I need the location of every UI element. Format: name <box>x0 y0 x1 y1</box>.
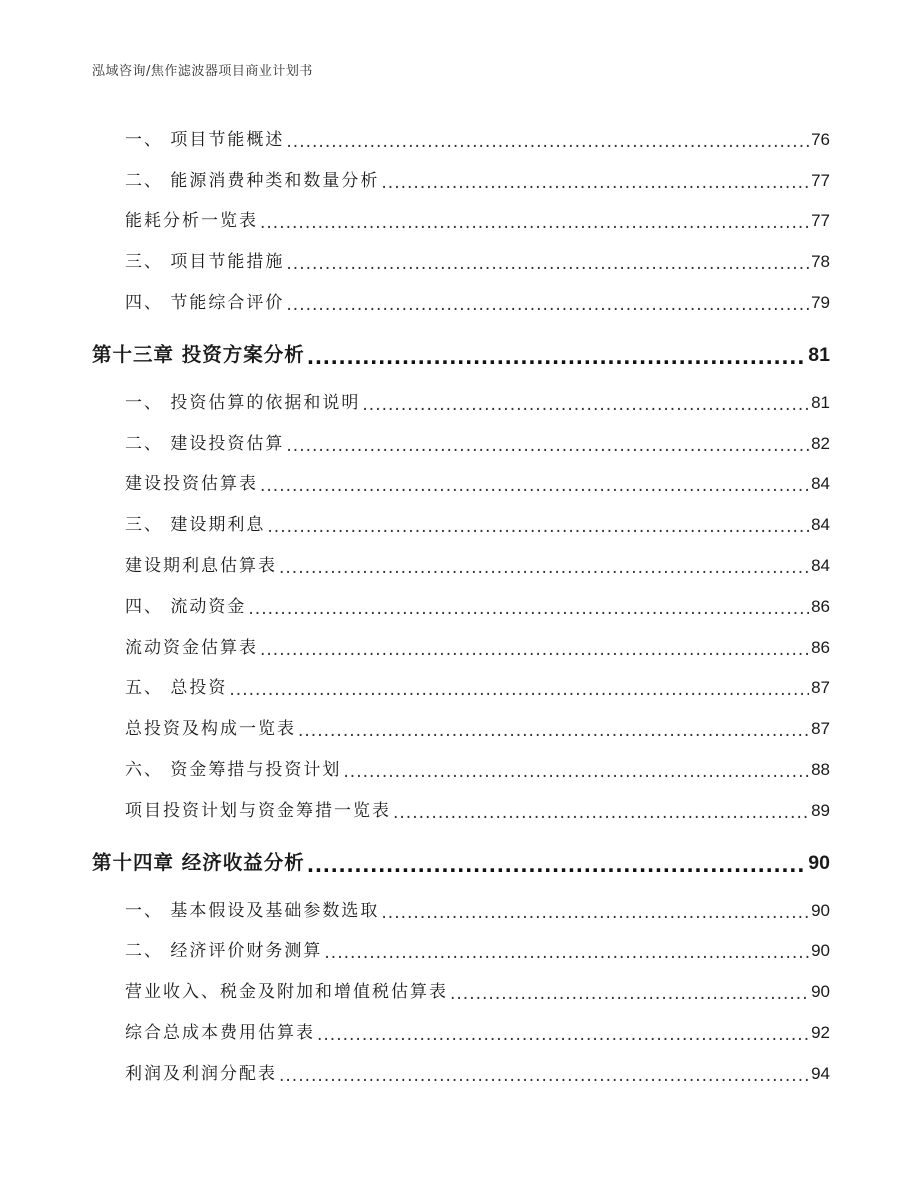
toc-entry-profit-distribution-table[interactable] <box>92 1052 830 1093</box>
toc-dot-leader <box>450 985 809 1002</box>
toc-entry-energy-table[interactable] <box>92 200 830 241</box>
toc-entry-total-investment[interactable] <box>92 667 830 708</box>
toc-dot-leader <box>381 174 809 191</box>
toc-dot-leader <box>324 944 809 961</box>
toc-entry-label: 一、 投资估算的依据和说明 <box>125 392 361 413</box>
toc-entry-label: 五、 总投资 <box>125 678 228 699</box>
toc-entry-construction-investment-table[interactable] <box>92 463 830 504</box>
toc-dot-leader <box>286 255 809 272</box>
toc-chapter-label: 第十四章 经济收益分析 <box>92 850 305 874</box>
toc-chapter-label: 第十三章 投资方案分析 <box>92 342 305 366</box>
toc-entry-label: 综合总成本费用估算表 <box>125 1022 315 1043</box>
toc-dot-leader <box>286 296 809 313</box>
toc-page-number: 84 <box>811 515 830 535</box>
toc-entry-label: 总投资及构成一览表 <box>125 719 296 740</box>
toc-entry-label: 二、 建设投资估算 <box>125 433 285 454</box>
toc-entry-label: 能耗分析一览表 <box>125 211 258 232</box>
toc-entry-construction-investment[interactable] <box>92 422 830 463</box>
toc-dot-leader <box>393 804 809 821</box>
toc-entry-label: 四、 流动资金 <box>125 596 247 617</box>
toc-dot-leader <box>279 559 809 576</box>
toc-entry-label: 利润及利润分配表 <box>125 1063 277 1084</box>
toc-dot-leader <box>248 600 809 617</box>
toc-dot-leader <box>260 477 809 494</box>
page-header: 泓域咨询/焦作滤波器项目商业计划书 <box>92 64 313 79</box>
toc-entry-energy-evaluation[interactable] <box>92 281 830 322</box>
toc-entry-label: 一、 基本假设及基础参数选取 <box>125 900 380 921</box>
toc-page-number: 84 <box>811 474 830 494</box>
toc-dot-leader <box>307 347 807 367</box>
toc-page-number: 86 <box>811 596 830 616</box>
toc-entry-total-cost-table[interactable] <box>92 1011 830 1052</box>
toc-page-number: 77 <box>811 170 830 190</box>
toc-entry-label: 三、 项目节能措施 <box>125 252 285 273</box>
toc-dot-leader <box>317 1026 809 1043</box>
toc-page-number: 81 <box>808 343 830 366</box>
toc-entry-label: 四、 节能综合评价 <box>125 292 285 313</box>
toc-entry-label: 一、 项目节能概述 <box>125 129 285 150</box>
toc-entry-energy-measures[interactable] <box>92 240 830 281</box>
toc-entry-total-investment-table[interactable] <box>92 707 830 748</box>
toc-dot-leader <box>267 518 809 535</box>
toc-entry-energy-types[interactable] <box>92 159 830 200</box>
toc-page-number: 79 <box>811 292 830 312</box>
toc-dot-leader <box>298 722 809 739</box>
toc-entry-working-capital-table[interactable] <box>92 626 830 667</box>
toc-page-number: 84 <box>811 555 830 575</box>
toc-entry-label: 二、 能源消费种类和数量分析 <box>125 170 380 191</box>
toc-entry-label: 建设投资估算表 <box>125 474 258 495</box>
toc-page-number: 92 <box>811 1022 830 1042</box>
toc-dot-leader <box>279 1067 809 1084</box>
toc-dot-leader <box>286 437 809 454</box>
toc-entry-label: 六、 资金筹措与投资计划 <box>125 759 342 780</box>
toc-page-number: 78 <box>811 252 830 272</box>
toc-entry-label: 项目投资计划与资金筹措一览表 <box>125 800 391 821</box>
toc-dot-leader <box>307 855 807 875</box>
toc-page-number: 94 <box>811 1063 830 1083</box>
toc-entry-label: 流动资金估算表 <box>125 637 258 658</box>
toc-page-number: 89 <box>811 800 830 820</box>
toc-entry-financial-calculation[interactable] <box>92 930 830 971</box>
toc-dot-leader <box>381 904 809 921</box>
toc-page-number: 90 <box>811 982 830 1002</box>
toc-chapter-13[interactable] <box>92 322 830 381</box>
toc-dot-leader <box>286 133 809 150</box>
toc-page-number: 82 <box>811 433 830 453</box>
toc-entry-construction-interest[interactable] <box>92 503 830 544</box>
toc-page-number: 86 <box>811 637 830 657</box>
toc-entry-financing-plan[interactable] <box>92 748 830 789</box>
toc-dot-leader <box>343 763 809 780</box>
toc-dot-leader <box>260 641 809 658</box>
table-of-contents <box>92 118 830 1093</box>
toc-dot-leader <box>362 396 809 413</box>
toc-entry-energy-overview[interactable] <box>92 118 830 159</box>
toc-chapter-14[interactable] <box>92 830 830 889</box>
toc-entry-investment-basis[interactable] <box>92 381 830 422</box>
toc-page-number: 88 <box>811 759 830 779</box>
toc-page-number: 90 <box>808 851 830 874</box>
toc-entry-basic-assumptions[interactable] <box>92 889 830 930</box>
toc-entry-revenue-tax-table[interactable] <box>92 970 830 1011</box>
toc-dot-leader <box>229 681 809 698</box>
toc-page-number: 90 <box>811 900 830 920</box>
toc-entry-label: 建设期利息估算表 <box>125 555 277 576</box>
toc-page-number: 81 <box>811 392 830 412</box>
toc-entry-financing-plan-table[interactable] <box>92 789 830 830</box>
toc-entry-label: 营业收入、税金及附加和增值税估算表 <box>125 982 448 1003</box>
toc-page-number: 77 <box>811 211 830 231</box>
toc-entry-construction-interest-table[interactable] <box>92 544 830 585</box>
toc-entry-working-capital[interactable] <box>92 585 830 626</box>
toc-entry-label: 二、 经济评价财务测算 <box>125 941 323 962</box>
toc-page-number: 87 <box>811 678 830 698</box>
toc-entry-label: 三、 建设期利息 <box>125 515 266 536</box>
toc-page-number: 76 <box>811 129 830 149</box>
toc-page-number: 90 <box>811 941 830 961</box>
toc-page-number: 87 <box>811 719 830 739</box>
toc-dot-leader <box>260 214 809 231</box>
